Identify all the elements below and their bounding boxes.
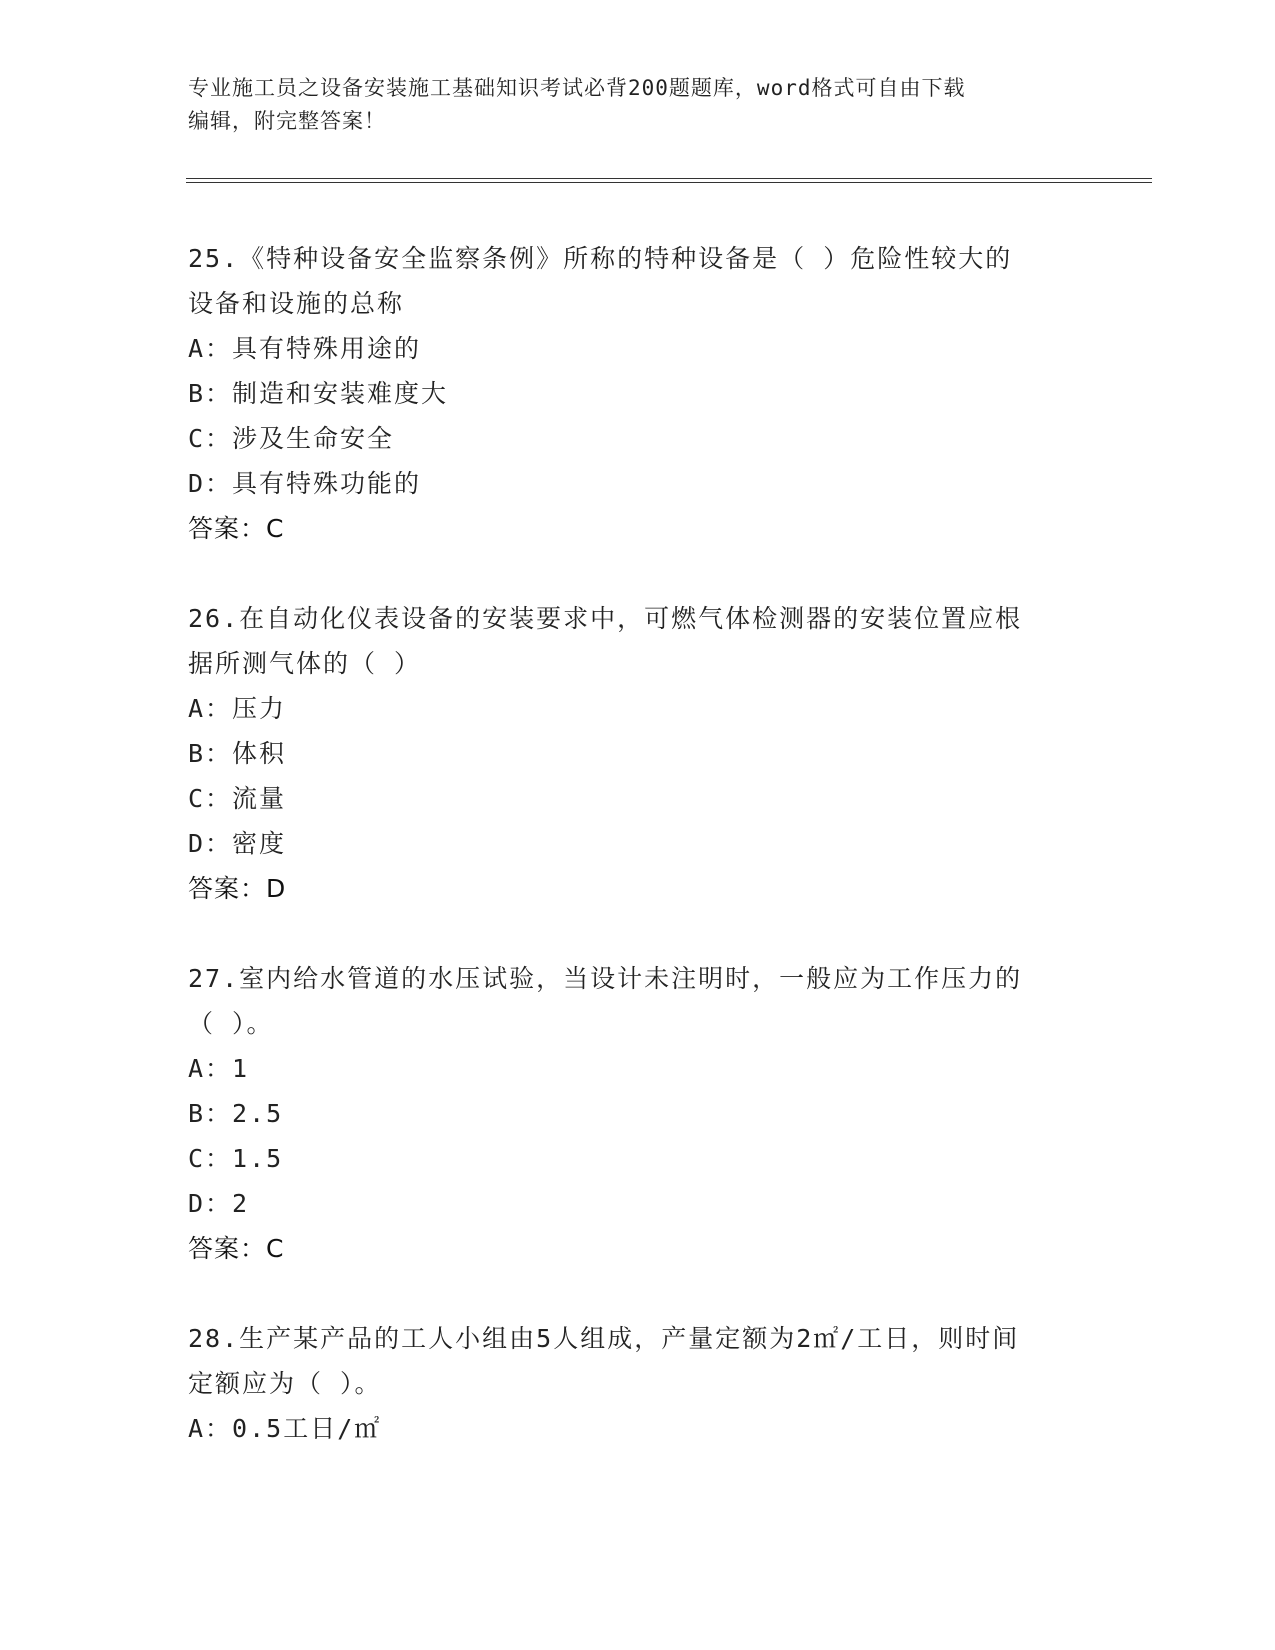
question-stem-line: 26.在自动化仪表设备的安装要求中，可燃气体检测器的安装位置应根 bbox=[188, 604, 1023, 633]
option-d: D：具有特殊功能的 bbox=[188, 469, 422, 498]
option-a: A：具有特殊用途的 bbox=[188, 334, 422, 363]
question-stem bbox=[188, 236, 1088, 326]
option-c: C：1.5 bbox=[188, 1144, 284, 1173]
question-stem bbox=[188, 1316, 1088, 1406]
question-spacer bbox=[188, 552, 1088, 596]
question-stem-line: 定额应为（ ）。 bbox=[188, 1369, 382, 1398]
header-line-1: 专业施工员之设备安装施工基础知识考试必背200题题库，word格式可自由下载 bbox=[188, 76, 966, 100]
question-27 bbox=[188, 956, 1088, 1272]
question-stem bbox=[188, 956, 1088, 1046]
header-line-2: 编辑，附完整答案！ bbox=[188, 109, 386, 133]
question-28 bbox=[188, 1316, 1088, 1451]
question-stem-line: 设备和设施的总称 bbox=[188, 289, 405, 318]
question-stem-line: 28.生产某产品的工人小组由5人组成，产量定额为2㎡/工日，则时间 bbox=[188, 1324, 1020, 1353]
question-spacer bbox=[188, 1272, 1088, 1316]
question-stem bbox=[188, 596, 1088, 686]
header-divider-bottom bbox=[186, 182, 1152, 183]
option-b: B：体积 bbox=[188, 739, 287, 768]
question-25 bbox=[188, 236, 1088, 552]
question-list bbox=[188, 236, 1088, 1451]
option-c: C：涉及生命安全 bbox=[188, 424, 395, 453]
option-b: B：2.5 bbox=[188, 1099, 284, 1128]
option-d: D：密度 bbox=[188, 829, 287, 858]
option-a: A：压力 bbox=[188, 694, 287, 723]
question-spacer bbox=[188, 912, 1088, 956]
question-stem-line: 据所测气体的（ ） bbox=[188, 649, 422, 678]
option-c: C：流量 bbox=[188, 784, 287, 813]
document-header bbox=[188, 72, 1068, 138]
option-a: A：0.5工日/㎡ bbox=[188, 1414, 382, 1443]
option-a: A：1 bbox=[188, 1054, 250, 1083]
answer: 答案：C bbox=[188, 1234, 285, 1263]
question-stem-line: （ ）。 bbox=[188, 1009, 274, 1038]
question-26 bbox=[188, 596, 1088, 912]
answer: 答案：C bbox=[188, 514, 285, 543]
question-stem-line: 27.室内给水管道的水压试验，当设计未注明时，一般应为工作压力的 bbox=[188, 964, 1023, 993]
question-stem-line: 25.《特种设备安全监察条例》所称的特种设备是（ ）危险性较大的 bbox=[188, 244, 1013, 273]
option-b: B：制造和安装难度大 bbox=[188, 379, 449, 408]
answer: 答案：D bbox=[188, 874, 287, 903]
header-divider-top bbox=[186, 178, 1152, 179]
option-d: D：2 bbox=[188, 1189, 250, 1218]
